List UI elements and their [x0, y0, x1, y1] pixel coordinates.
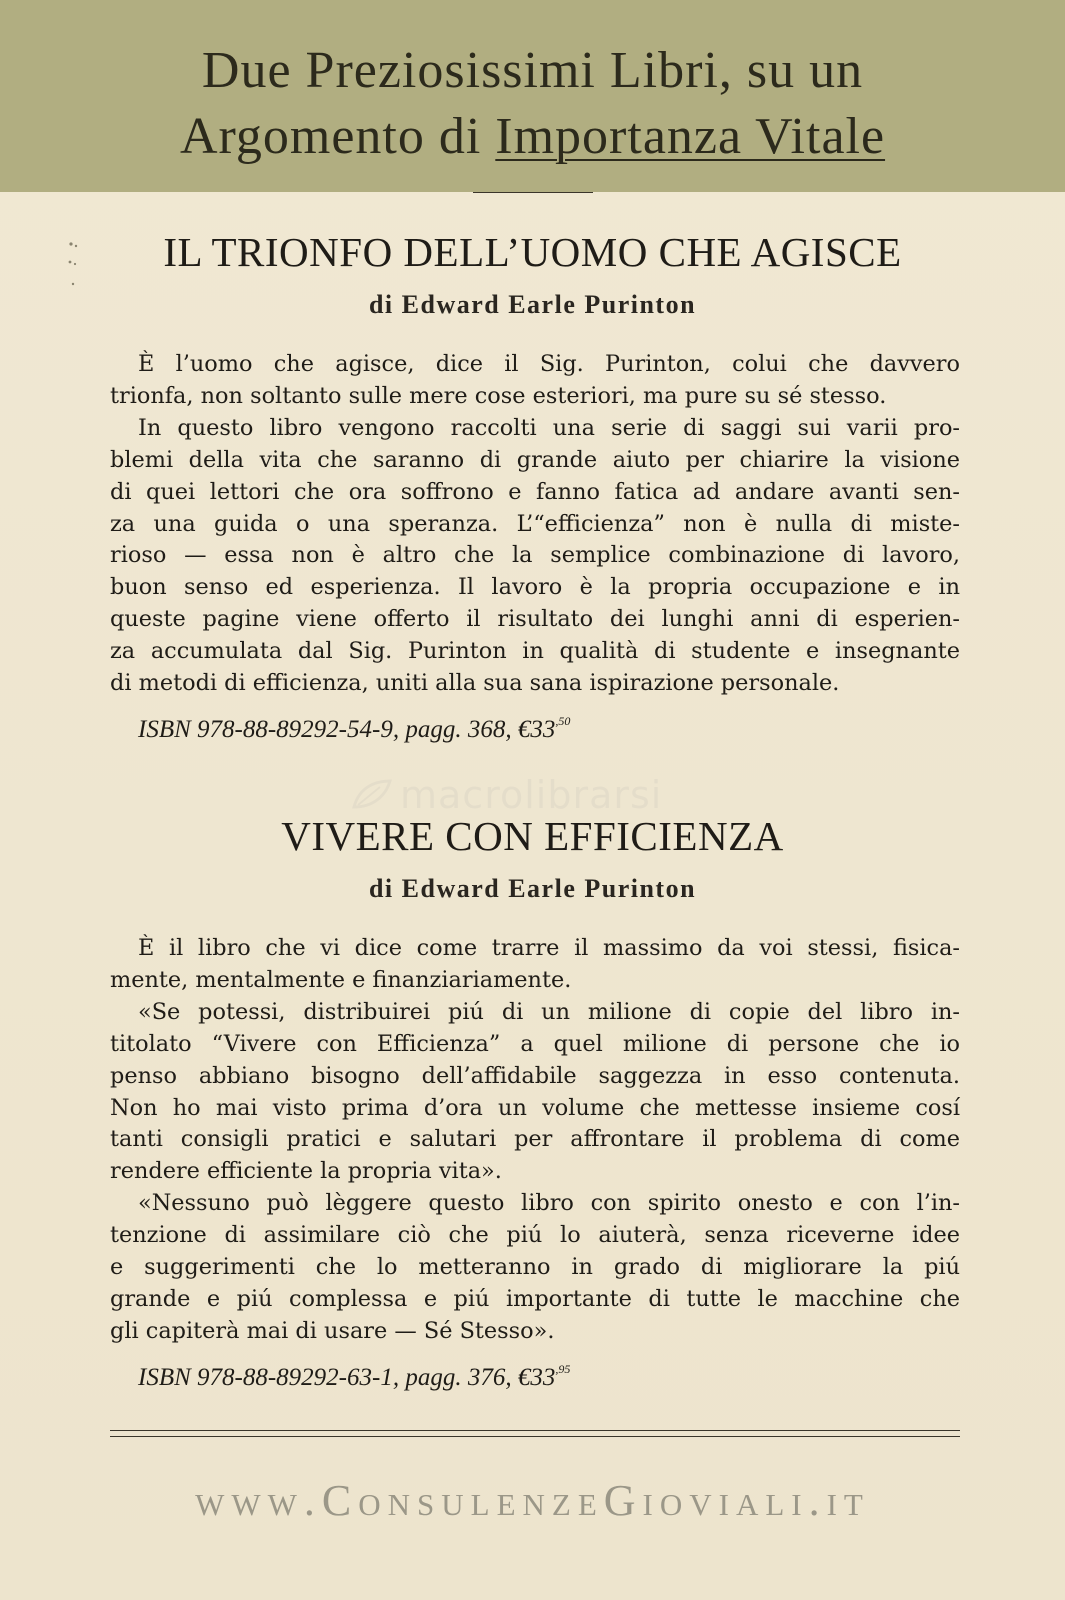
text-line: za accumulata dal Sig. Purinton in qualità di studente e insegnante — [110, 638, 960, 665]
leaf-logo-icon — [350, 777, 394, 813]
book1-price-cents: ,50 — [555, 714, 571, 728]
text-line: È il libro che vi dice come trarre il massimo da voi stessi, fisica- — [138, 935, 960, 961]
book2-description — [110, 933, 960, 1348]
short-divider — [473, 192, 593, 193]
text-line: tanti consigli pratici e salutari per affrontare il problema di come — [110, 1126, 960, 1153]
text-line: gli capiterà mai di usare — Sé Stesso». — [110, 1317, 555, 1344]
header-line-1: Due Preziosissimi Libri, su un — [201, 42, 864, 99]
text-line: rendere efficiente la propria vita». — [110, 1158, 502, 1185]
text-line: buon senso ed esperienza. Il lavoro è la propria occupazione e in — [110, 574, 960, 601]
book2-price-cents: ,95 — [555, 1362, 571, 1376]
text-line: «Nessuno può lèggere questo libro con spirito onesto e con l’in- — [138, 1190, 960, 1217]
text-line: penso abbiano bisogno dell’affidabile saggezza in esso contenuta. — [110, 1062, 960, 1089]
text-line: grande e piú complessa e piú importante di tutte le macchine che — [110, 1285, 960, 1312]
watermark — [340, 773, 740, 817]
watermark-text: macrolibrarsi — [400, 773, 663, 817]
text-line: tenzione di assimilare ciò che piú lo aiuterà, senza riceverne idee — [110, 1222, 960, 1249]
text-line: È l’uomo che agisce, dice il Sig. Purinton, colui che davvero — [138, 351, 960, 377]
text-line: za una guida o una speranza. L’“efficienza” non è nulla di miste- — [110, 510, 960, 537]
header-line-2-prefix: Argomento di — [179, 108, 496, 165]
header-line-2 — [0, 106, 1065, 168]
text-line: rioso — essa non è altro che la semplice combinazione di lavoro, — [110, 542, 960, 569]
book1-isbn-text: ISBN 978-88-89292-54-9, pagg. 368, €33 — [138, 716, 556, 743]
text-line: di metodi di efficienza, uniti alla sua sana ispirazione personale. — [110, 670, 840, 697]
text-line: queste pagine viene offerto il risultato dei lunghi anni di esperien- — [110, 606, 960, 633]
text-line: trionfa, non soltanto sulle mere cose esteriori, ma pure su sé stesso. — [110, 382, 887, 409]
book2-author: di Edward Earle Purinton — [368, 874, 697, 903]
website-url: www.ConsulenzeGioviali.it — [195, 1476, 870, 1525]
header-band — [0, 0, 1065, 192]
text-line: Non ho mai visto prima d’ora un volume che mettesse insieme cosí — [110, 1094, 960, 1121]
book2-title: VIVERE CON EFFICIENZA — [281, 813, 784, 859]
text-line: blemi della vita che saranno di grande aiuto per chiarire la visione — [110, 446, 960, 473]
header-underlined-phrase: Importanza Vitale — [495, 108, 886, 165]
text-line: e suggerimenti che lo metteranno in grado di migliorare la piú — [110, 1254, 960, 1281]
text-line: di quei lettori che ora soffrono e fanno fatica ad andare avanti sen- — [110, 478, 960, 505]
text-line: «Se potessi, distribuirei piú di un milione di copie del libro in- — [138, 998, 960, 1025]
double-divider — [110, 1430, 960, 1437]
book1-author: di Edward Earle Purinton — [368, 290, 697, 319]
book2-isbn — [138, 1362, 570, 1392]
text-line: titolato “Vivere con Efficienza” a quel milione di persone che io — [110, 1030, 960, 1057]
text-line: In questo libro vengono raccolti una serie di saggi sui varii pro- — [138, 414, 960, 441]
book2-isbn-text: ISBN 978-88-89292-63-1, pagg. 376, €33 — [138, 1364, 556, 1391]
text-line: mente, mentalmente e finanziariamente. — [110, 966, 572, 993]
book1-title: IL TRIONFO DELL’UOMO CHE AGISCE — [163, 229, 902, 275]
book1-description — [110, 349, 960, 700]
book1-isbn — [138, 714, 570, 744]
